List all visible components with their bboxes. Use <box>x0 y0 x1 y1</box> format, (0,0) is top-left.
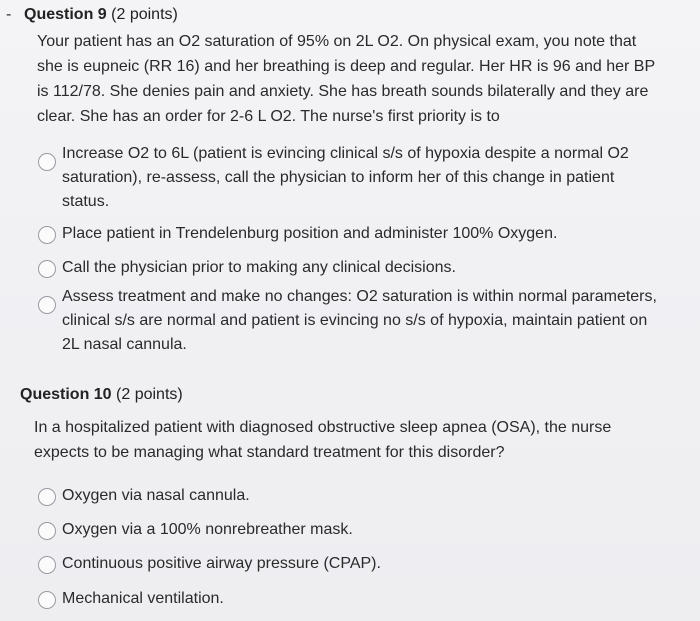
question-10-points: (2 points) <box>116 386 183 403</box>
option-label: Oxygen via a 100% nonrebreather mask. <box>62 521 353 538</box>
option-label: Increase O2 to 6L (patient is evincing clinical s/s of hypoxia despite a normal O2 saturation), re-assess, call the physician to inform her of this change in patient status. <box>62 145 629 210</box>
question-10-header <box>20 386 183 404</box>
radio-button[interactable] <box>38 556 56 574</box>
radio-button[interactable] <box>38 296 56 314</box>
option-label: Call the physician prior to making any clinical decisions. <box>62 259 456 276</box>
question-10-title: Question 10 <box>20 386 112 403</box>
option-label: Place patient in Trendelenburg position and administer 100% Oxygen. <box>62 225 558 242</box>
radio-button[interactable] <box>38 260 56 278</box>
option-label: Mechanical ventilation. <box>62 590 224 607</box>
question-9-title: Question 9 <box>24 6 107 23</box>
radio-button[interactable] <box>38 226 56 244</box>
radio-button[interactable] <box>38 591 56 609</box>
radio-button[interactable] <box>38 153 56 171</box>
question-10-text: In a hospitalized patient with diagnosed obstructive sleep apnea (OSA), the nurse expects to be managing what standard treatment for this disorder? <box>34 419 612 461</box>
question-9-points: (2 points) <box>111 6 178 23</box>
question-9-text: Your patient has an O2 saturation of 95% on 2L O2. On physical exam, you note that she is eupneic (RR 16) and her breathing is deep and regular. Her HR is 96 and her BP is 112/78. She denies pain and anxiety. She has breath sounds bilaterally and they are clear. She has an order for 2-6 L O2. The nurse's first priority is to <box>37 33 655 125</box>
bullet-marker: - <box>6 6 12 23</box>
option-label: Assess treatment and make no changes: O2 saturation is within normal parameters, clinical s/s are normal and patient is evincing no s/s of hypoxia, maintain patient on 2L nasal cannula. <box>62 288 657 353</box>
question-9-header <box>24 6 178 24</box>
option-label: Continuous positive airway pressure (CPAP). <box>62 555 381 572</box>
radio-button[interactable] <box>38 488 56 506</box>
option-label: Oxygen via nasal cannula. <box>62 487 250 504</box>
radio-button[interactable] <box>38 522 56 540</box>
